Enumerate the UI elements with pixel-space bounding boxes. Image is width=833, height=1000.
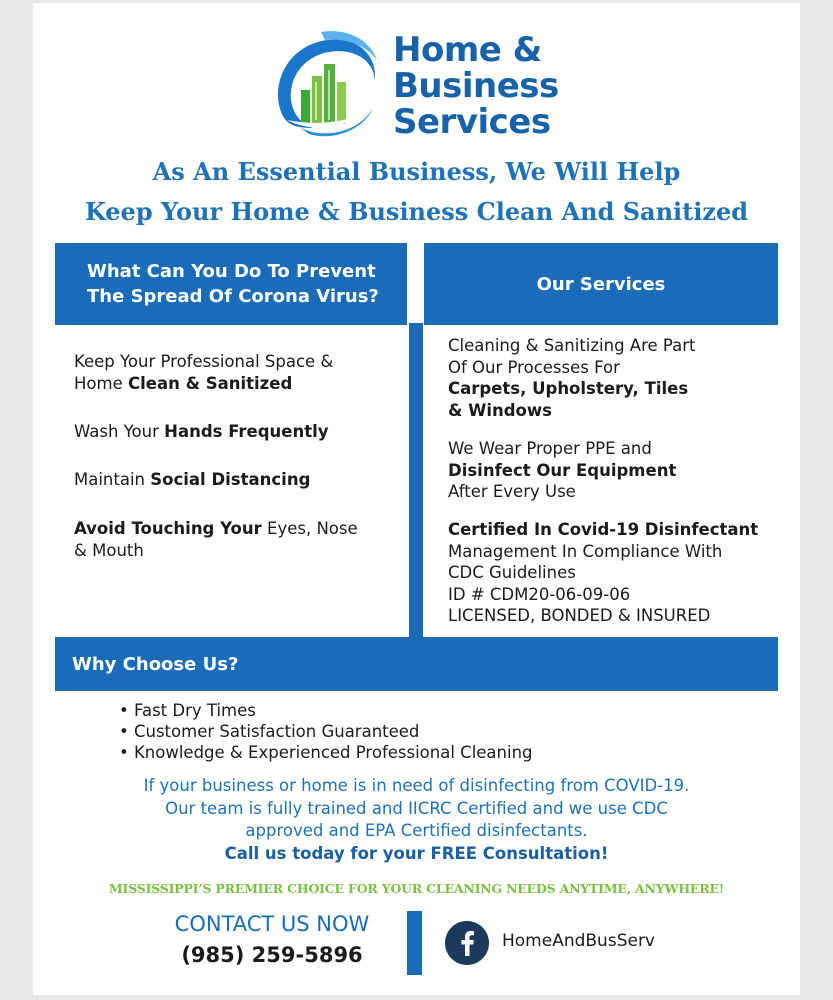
service-p1-line-3: Carpets, Upholstery, Tiles [448, 379, 689, 398]
services-header-label: Our Services [536, 273, 666, 295]
contact-title: CONTACT US NOW [174, 912, 370, 936]
prevent-tip-4-line-2: & Mouth [74, 540, 144, 560]
contact-divider [407, 911, 422, 975]
logo-wave-building-icon [265, 28, 383, 146]
pitch-paragraph [33, 775, 800, 865]
why-header-label: Why Choose Us? [72, 653, 239, 675]
service-p3-line-4: ID # CDM20-06-09-06 [448, 584, 631, 604]
why-item: • Knowledge & Experienced Professional Cleaning [119, 743, 533, 762]
prevent-header [55, 243, 407, 325]
prevent-tip-1-line-1: Keep Your Professional Space & [74, 352, 334, 371]
why-item: • Customer Satisfaction Guaranteed [119, 722, 420, 741]
service-paragraph-1 [448, 335, 695, 421]
prevent-tip-3-text: Maintain [74, 470, 151, 489]
service-paragraph-3 [448, 519, 758, 627]
service-p3-line-2: Management In Compliance With [448, 541, 723, 561]
services-header [424, 243, 778, 325]
pitch-line-3: approved and EPA Certified disinfectants. [245, 821, 588, 840]
prevent-tip-2-text: Wash Your [74, 422, 165, 441]
service-p2-line-3: After Every Use [448, 482, 576, 501]
column-divider [409, 323, 423, 637]
logo-line-2: Business [393, 66, 559, 106]
prevent-tip-2 [74, 421, 329, 443]
service-paragraph-2 [448, 438, 676, 503]
prevent-tip-4-emphasis: Avoid Touching Your [74, 519, 262, 538]
logo-line-1: Home & [393, 30, 542, 70]
prevent-tip-3-emphasis: Social Distancing [150, 470, 311, 489]
prevent-tip-3 [74, 469, 310, 491]
prevent-tip-1-emphasis: Clean & Sanitized [127, 373, 293, 393]
headline-line-2: Keep Your Home & Business Clean And Sanitized [84, 197, 749, 226]
why-item: • Fast Dry Times [119, 701, 256, 720]
flyer-page [33, 3, 800, 995]
why-list [119, 700, 533, 763]
service-p2-line-1: We Wear Proper PPE and [448, 439, 652, 458]
prevent-header-line-1: What Can You Do To Prevent [87, 261, 376, 282]
service-p1-line-2: Of Our Processes For [448, 357, 620, 377]
logo-line-3: Services [393, 102, 551, 142]
prevent-tip-1 [74, 351, 333, 394]
facebook-icon[interactable] [445, 921, 489, 965]
pitch-line-1: If your business or home is in need of disinfecting from COVID-19. [143, 776, 690, 795]
service-p1-line-1: Cleaning & Sanitizing Are Part [448, 336, 696, 355]
prevent-header-line-2: The Spread Of Corona Virus? [87, 286, 379, 307]
service-p3-line-5: LICENSED, BONDED & INSURED [448, 606, 711, 625]
company-logo [265, 28, 575, 146]
service-p1-line-4: & Windows [448, 400, 552, 420]
service-p2-line-2: Disinfect Our Equipment [448, 460, 677, 480]
prevent-tip-4-text: Eyes, Nose [261, 519, 358, 538]
prevent-tip-1-line-2: Home [74, 373, 128, 393]
logo-wordmark [393, 32, 559, 140]
facebook-handle[interactable]: HomeAndBusServ [502, 931, 655, 951]
pitch-line-2: Our team is fully trained and IICRC Certified and we use CDC [165, 798, 668, 818]
headline-line-1: As An Essential Business, We Will Help [152, 157, 681, 186]
why-header [55, 637, 778, 691]
tagline: MISSISSIPPI’S PREMIER CHOICE FOR YOUR CLEANING NEEDS ANYTIME, ANYWHERE! [108, 881, 725, 896]
prevent-tip-2-emphasis: Hands Frequently [164, 422, 329, 441]
prevent-tip-4 [74, 518, 358, 561]
service-p3-line-3: CDC Guidelines [448, 563, 576, 582]
pitch-call-to-action: Call us today for your FREE Consultation! [224, 843, 609, 863]
contact-phone[interactable]: (985) 259-5896 [181, 943, 363, 967]
service-p3-line-1: Certified In Covid-19 Disinfectant [448, 520, 759, 539]
